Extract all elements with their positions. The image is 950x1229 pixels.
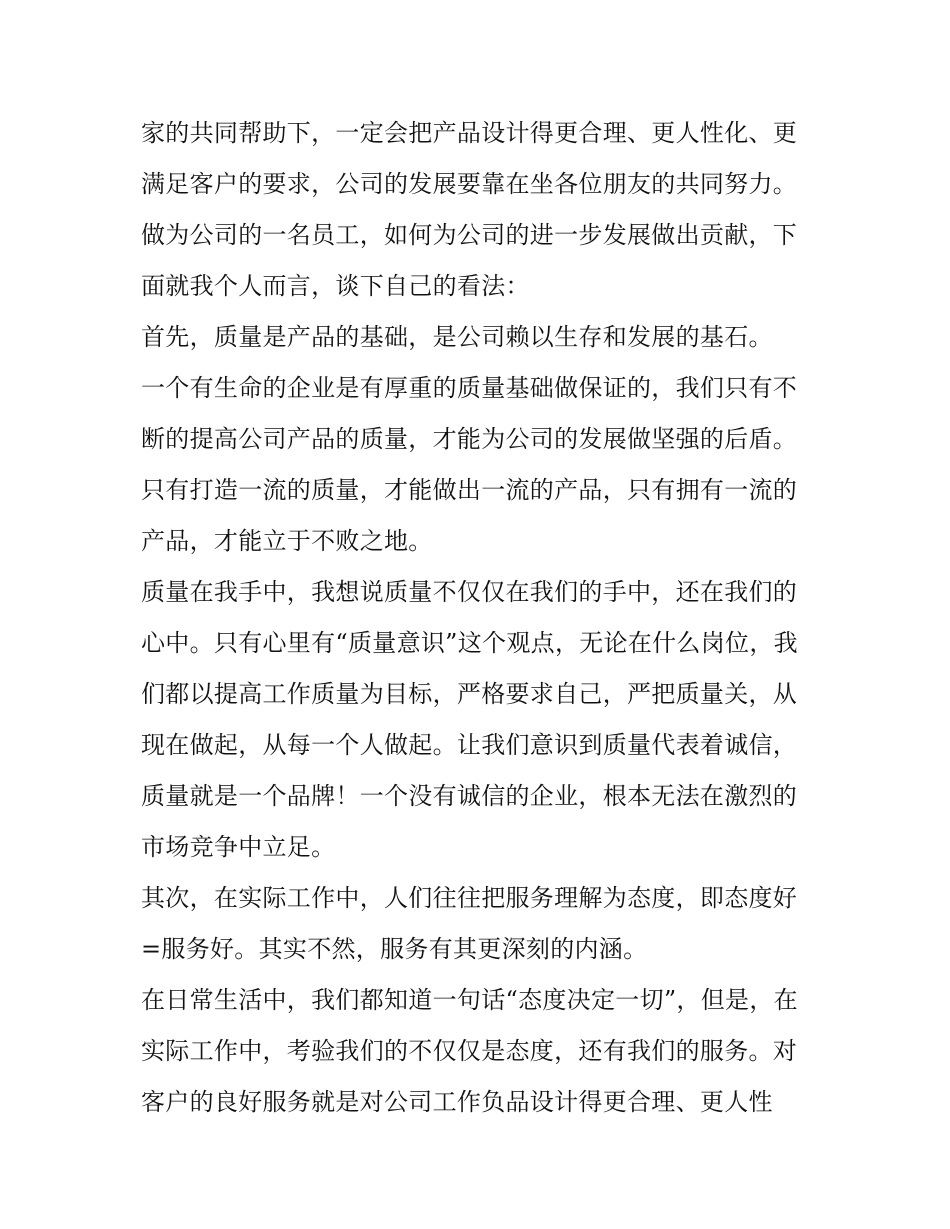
- text-line-11: 心中。只有心里有“质量意识”这个观点，无论在什么岗位，我: [141, 629, 798, 657]
- text-line-1: 家的共同帮助下，一定会把产品设计得更合理、更人性化、更: [141, 119, 798, 147]
- text-line-3: 做为公司的一名员工，如何为公司的进一步发展做出贡献，下: [141, 221, 798, 249]
- text-line-6: 一个有生命的企业是有厚重的质量基础做保证的，我们只有不: [141, 374, 798, 402]
- text-line-15: 市场竞争中立足。: [141, 833, 336, 861]
- text-line-13: 现在做起，从每一个人做起。让我们意识到质量代表着诚信，: [141, 731, 798, 759]
- text-line-18: 在日常生活中，我们都知道一句话“态度决定一切”，但是，在: [141, 986, 798, 1014]
- text-line-14: 质量就是一个品牌！一个没有诚信的企业，根本无法在激烈的: [141, 782, 798, 810]
- text-line-10: 质量在我手中，我想说质量不仅仅在我们的手中，还在我们的: [141, 578, 798, 606]
- text-line-2: 满足客户的要求，公司的发展要靠在坐各位朋友的共同努力。: [141, 170, 798, 198]
- body-text: [141, 108, 821, 1128]
- text-line-17: =服务好。其实不然，服务有其更深刻的内涵。: [141, 935, 648, 963]
- text-line-12: 们都以提高工作质量为目标，严格要求自己，严把质量关，从: [141, 680, 798, 708]
- text-line-9: 产品，才能立于不败之地。: [141, 527, 433, 555]
- text-line-7: 断的提高公司产品的质量，才能为公司的发展做坚强的后盾。: [141, 425, 798, 453]
- text-line-16: 其次，在实际工作中，人们往往把服务理解为态度，即态度好: [141, 884, 798, 912]
- text-line-20: 客户的良好服务就是对公司工作负品设计得更合理、更人性: [141, 1088, 773, 1116]
- text-line-5: 首先，质量是产品的基础，是公司赖以生存和发展的基石。: [141, 323, 773, 351]
- text-line-19: 实际工作中，考验我们的不仅仅是态度，还有我们的服务。对: [141, 1037, 798, 1065]
- text-line-4: 面就我个人而言，谈下自己的看法：: [141, 272, 530, 300]
- text-line-8: 只有打造一流的质量，才能做出一流的产品，只有拥有一流的: [141, 476, 798, 504]
